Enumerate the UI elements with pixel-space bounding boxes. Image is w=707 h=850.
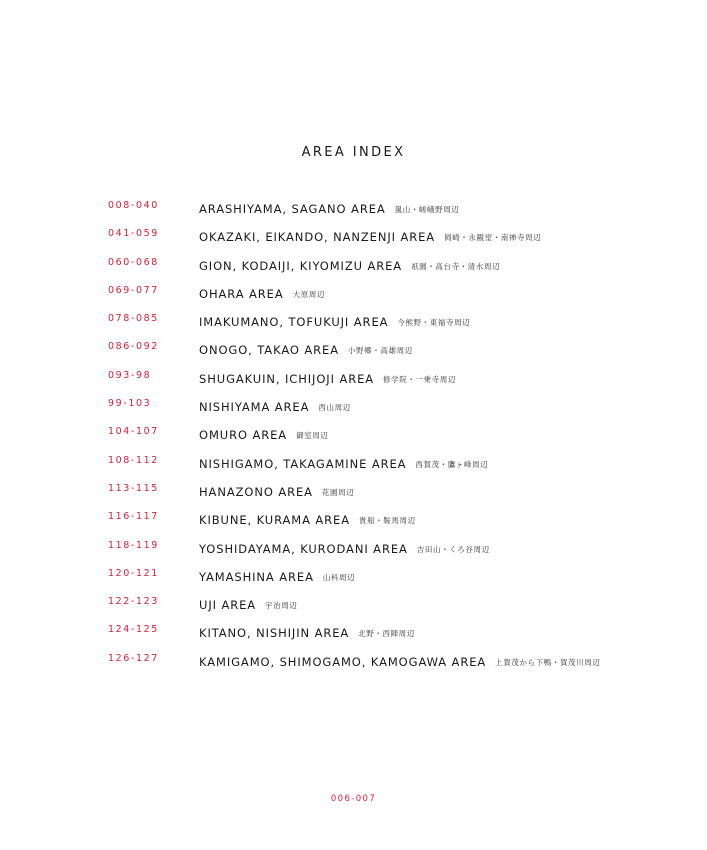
area-name-japanese: 嵐山・嵯峨野周辺 <box>394 205 460 214</box>
area-group <box>199 651 600 670</box>
area-name: GION, KODAIJI, KIYOMIZU AREA <box>199 258 403 273</box>
page-range: 122-123 <box>108 596 159 608</box>
page-folio: 006-007 <box>330 794 377 804</box>
area-group <box>199 226 541 245</box>
area-name-japanese: 岡崎・永観堂・南禅寺周辺 <box>444 233 542 243</box>
index-entry <box>0 283 707 311</box>
index-entry <box>0 538 707 566</box>
index-entry <box>0 226 707 254</box>
area-name-japanese: 御室周辺 <box>296 431 329 441</box>
index-entry <box>0 594 707 622</box>
area-name: UJI AREA <box>199 598 257 613</box>
area-name: NISHIYAMA AREA <box>199 400 310 415</box>
index-entry <box>0 198 707 226</box>
index-entry <box>0 481 707 509</box>
area-group <box>199 396 351 415</box>
index-entry <box>0 311 707 339</box>
page-range: 116-117 <box>108 511 159 523</box>
area-name: KAMIGAMO, SHIMOGAMO, KAMOGAWA AREA <box>199 654 487 669</box>
page-title: AREA INDEX <box>301 144 406 160</box>
index-entry <box>0 509 707 537</box>
page-range: 118-119 <box>108 539 159 551</box>
page-range: 104-107 <box>108 426 159 438</box>
area-name-japanese: 西山周辺 <box>318 403 351 413</box>
area-group <box>199 339 413 358</box>
area-index-list <box>0 198 707 679</box>
page-range: 113-115 <box>108 482 159 494</box>
area-name: YOSHIDAYAMA, KURODANI AREA <box>199 541 408 556</box>
page-range: 041-059 <box>108 228 159 240</box>
area-name-japanese: 宇治周辺 <box>265 601 298 611</box>
page-range: 108-112 <box>108 454 159 466</box>
area-name: ONOGO, TAKAO AREA <box>199 343 339 358</box>
area-name-japanese: 祇園・高台寺・清水周辺 <box>411 261 501 271</box>
index-entry <box>0 255 707 283</box>
area-name-japanese: 吉田山・くろ谷周辺 <box>416 544 490 554</box>
area-name-japanese: 小野郷・高雄周辺 <box>347 346 413 356</box>
area-name-japanese: 北野・西陣周辺 <box>358 629 415 639</box>
area-name: KITANO, NISHIJIN AREA <box>199 626 350 641</box>
area-name: SHUGAKUIN, ICHIJOJI AREA <box>199 371 375 386</box>
area-group <box>199 198 459 217</box>
area-group <box>199 255 500 274</box>
area-group <box>199 622 415 641</box>
area-name-japanese: 大原周辺 <box>292 289 326 299</box>
page-range: 126-127 <box>108 652 159 664</box>
page-range: 069-077 <box>108 284 159 296</box>
area-name: IMAKUMANO, TOFUKUJI AREA <box>199 315 389 330</box>
page-range: 060-068 <box>108 256 159 268</box>
page-range: 086-092 <box>108 341 159 353</box>
area-name-japanese: 西賀茂・鷹ヶ峰周辺 <box>415 459 489 469</box>
page-range: 120-121 <box>108 567 159 579</box>
area-group <box>199 368 456 387</box>
index-entry <box>0 424 707 452</box>
area-name-japanese: 今熊野・東福寺周辺 <box>397 318 471 328</box>
area-name: ARASHIYAMA, SAGANO AREA <box>199 202 386 216</box>
index-entry <box>0 453 707 481</box>
area-name-japanese: 修学院・一乗寺周辺 <box>383 374 456 384</box>
area-name: YAMASHINA AREA <box>199 569 314 584</box>
page-range: 124-125 <box>108 624 159 636</box>
index-entry <box>0 396 707 424</box>
index-entry <box>0 368 707 396</box>
area-group <box>199 453 488 472</box>
area-group <box>199 566 355 585</box>
area-group <box>199 283 325 302</box>
area-group <box>199 509 416 528</box>
page-range: 008-040 <box>108 200 159 211</box>
area-name-japanese: 花園周辺 <box>321 487 355 497</box>
page-range: 99-103 <box>108 398 152 410</box>
area-name-japanese: 上賀茂から下鴨・賀茂川周辺 <box>495 657 601 667</box>
area-name: OKAZAKI, EIKANDO, NANZENJI AREA <box>199 230 436 245</box>
area-group <box>199 538 490 557</box>
area-name: OHARA AREA <box>199 286 284 301</box>
area-group <box>199 594 297 613</box>
area-name: NISHIGAMO, TAKAGAMINE AREA <box>199 456 407 471</box>
area-name-japanese: 山科周辺 <box>322 572 356 582</box>
area-name: HANAZONO AREA <box>199 484 313 499</box>
index-entry <box>0 622 707 650</box>
area-name: KIBUNE, KURAMA AREA <box>199 513 350 528</box>
index-entry <box>0 339 707 367</box>
index-entry <box>0 566 707 594</box>
area-group <box>199 481 354 500</box>
page-range: 093-98 <box>108 369 152 381</box>
index-entry <box>0 651 707 679</box>
area-group <box>199 311 470 330</box>
area-name: OMURO AREA <box>199 428 288 443</box>
area-group <box>199 424 329 443</box>
area-name-japanese: 貴船・鞍馬周辺 <box>359 516 416 526</box>
page-range: 078-085 <box>108 313 159 325</box>
